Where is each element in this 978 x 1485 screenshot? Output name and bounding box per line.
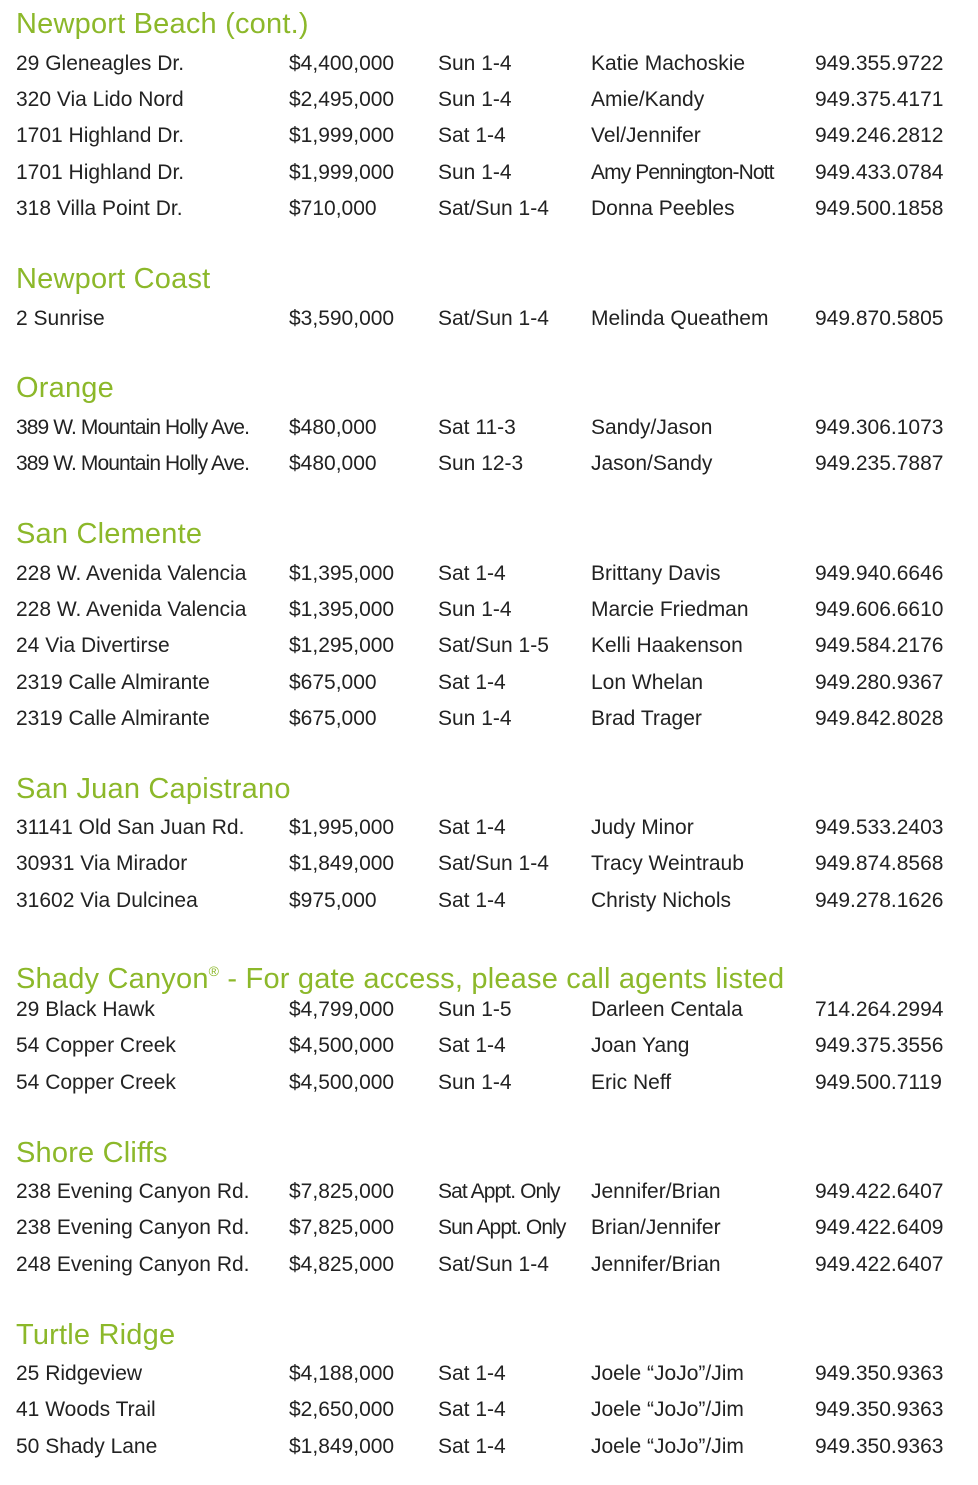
price: $2,495,000 <box>289 88 395 111</box>
price: $1,995,000 <box>289 816 395 839</box>
price: $1,395,000 <box>289 598 395 621</box>
table-row <box>0 191 978 227</box>
section-heading: Orange <box>16 372 114 404</box>
table-row <box>0 883 978 919</box>
open-house-time: Sun 1-4 <box>438 88 512 111</box>
price: $1,999,000 <box>289 161 395 184</box>
phone: 949.606.6610 <box>815 598 944 621</box>
address: 24 Via Divertirse <box>16 634 170 657</box>
address: 228 W. Avenida Valencia <box>16 598 247 621</box>
price: $1,999,000 <box>289 124 395 147</box>
agent: Lon Whelan <box>591 671 704 694</box>
agent: Amie/Kandy <box>591 88 705 111</box>
price: $4,799,000 <box>289 998 395 1021</box>
address: 54 Copper Creek <box>16 1071 176 1094</box>
table-row <box>0 301 978 337</box>
agent: Joele “JoJo”/Jim <box>591 1398 744 1421</box>
phone: 949.235.7887 <box>815 452 944 475</box>
gate-access-note: - For gate access, please call agents listed <box>219 963 785 995</box>
registered-mark: ® <box>208 963 220 979</box>
open-house-time: Sun 12-3 <box>438 452 524 475</box>
address: 248 Evening Canyon Rd. <box>16 1253 250 1276</box>
phone: 949.375.3556 <box>815 1034 944 1057</box>
agent: Christy Nichols <box>591 889 732 912</box>
address: 50 Shady Lane <box>16 1435 158 1458</box>
price: $675,000 <box>289 671 377 694</box>
phone: 949.500.1858 <box>815 197 944 220</box>
open-house-time: Sat/Sun 1-4 <box>438 307 549 330</box>
agent: Brian/Jennifer <box>591 1216 721 1239</box>
price: $4,400,000 <box>289 52 395 75</box>
table-row <box>0 628 978 664</box>
agent: Sandy/Jason <box>591 416 713 439</box>
open-house-time: Sat 1-4 <box>438 671 506 694</box>
price: $675,000 <box>289 707 377 730</box>
agent: Brittany Davis <box>591 562 721 585</box>
open-house-time: Sat 1-4 <box>438 889 506 912</box>
address: 389 W. Mountain Holly Ave. <box>16 452 250 475</box>
open-house-time: Sun 1-4 <box>438 161 512 184</box>
address: 2 Sunrise <box>16 307 105 330</box>
open-house-time: Sun 1-5 <box>438 998 512 1021</box>
phone: 949.842.8028 <box>815 707 944 730</box>
agent: Judy Minor <box>591 816 694 839</box>
price: $2,650,000 <box>289 1398 395 1421</box>
address: 54 Copper Creek <box>16 1034 176 1057</box>
address: 29 Black Hawk <box>16 998 155 1021</box>
price: $4,188,000 <box>289 1362 395 1385</box>
address: 31141 Old San Juan Rd. <box>16 816 245 839</box>
section-heading: San Juan Capistrano <box>16 773 291 805</box>
agent: Jennifer/Brian <box>591 1253 721 1276</box>
section-heading-title: Shady Canyon <box>16 963 209 995</box>
section-heading: Turtle Ridge <box>16 1319 176 1351</box>
table-row <box>0 410 978 446</box>
open-house-time: Sat 1-4 <box>438 1435 506 1458</box>
open-house-time: Sun 1-4 <box>438 1071 512 1094</box>
open-house-time: Sun 1-4 <box>438 52 512 75</box>
open-house-time: Sun 1-4 <box>438 707 512 730</box>
agent: Joele “JoJo”/Jim <box>591 1362 744 1385</box>
phone: 949.350.9363 <box>815 1435 944 1458</box>
price: $480,000 <box>289 452 377 475</box>
open-house-time: Sun Appt. Only <box>438 1216 566 1239</box>
open-house-time: Sat 11-3 <box>438 416 516 439</box>
address: 2319 Calle Almirante <box>16 671 210 694</box>
table-row <box>0 592 978 628</box>
address: 2319 Calle Almirante <box>16 707 210 730</box>
agent: Marcie Friedman <box>591 598 749 621</box>
phone: 949.306.1073 <box>815 416 944 439</box>
open-house-time: Sat 1-4 <box>438 816 506 839</box>
phone: 949.870.5805 <box>815 307 944 330</box>
open-house-time: Sat 1-4 <box>438 1362 506 1385</box>
phone: 949.422.6409 <box>815 1216 944 1239</box>
table-row <box>0 1356 978 1392</box>
agent: Eric Neff <box>591 1071 672 1094</box>
open-house-time: Sat Appt. Only <box>438 1180 560 1203</box>
table-row <box>0 118 978 154</box>
agent: Joele “JoJo”/Jim <box>591 1435 744 1458</box>
open-house-time: Sat/Sun 1-4 <box>438 1253 549 1276</box>
address: 25 Ridgeview <box>16 1362 143 1385</box>
agent: Darleen Centala <box>591 998 743 1021</box>
price: $3,590,000 <box>289 307 395 330</box>
address: 1701 Highland Dr. <box>16 161 185 184</box>
phone: 949.280.9367 <box>815 671 944 694</box>
section-heading: San Clemente <box>16 518 203 550</box>
table-row <box>0 1247 978 1283</box>
section-heading: Newport Coast <box>16 263 211 295</box>
agent: Joan Yang <box>591 1034 690 1057</box>
address: 320 Via Lido Nord <box>16 88 184 111</box>
section-heading: Shore Cliffs <box>16 1137 168 1169</box>
address: 30931 Via Mirador <box>16 852 188 875</box>
price: $4,500,000 <box>289 1071 395 1094</box>
table-row <box>0 46 978 82</box>
table-row <box>0 1174 978 1210</box>
open-house-time: Sat 1-4 <box>438 124 506 147</box>
address: 238 Evening Canyon Rd. <box>16 1216 250 1239</box>
agent: Melinda Queathem <box>591 307 769 330</box>
open-house-time: Sat/Sun 1-5 <box>438 634 549 657</box>
agent: Jason/Sandy <box>591 452 713 475</box>
address: 389 W. Mountain Holly Ave. <box>16 416 250 439</box>
phone: 949.375.4171 <box>815 88 944 111</box>
table-row <box>0 1392 978 1428</box>
table-row <box>0 846 978 882</box>
price: $480,000 <box>289 416 377 439</box>
table-row <box>0 1429 978 1465</box>
phone: 949.533.2403 <box>815 816 944 839</box>
section-heading <box>16 954 784 996</box>
price: $975,000 <box>289 889 377 912</box>
phone: 949.350.9363 <box>815 1362 944 1385</box>
phone: 949.433.0784 <box>815 161 944 184</box>
price: $7,825,000 <box>289 1180 395 1203</box>
table-row <box>0 1210 978 1246</box>
address: 41 Woods Trail <box>16 1398 156 1421</box>
price: $4,500,000 <box>289 1034 395 1057</box>
section-heading: Newport Beach (cont.) <box>16 8 309 40</box>
address: 238 Evening Canyon Rd. <box>16 1180 250 1203</box>
agent: Katie Machoskie <box>591 52 746 75</box>
open-house-time: Sun 1-4 <box>438 598 512 621</box>
table-row <box>0 810 978 846</box>
phone: 949.940.6646 <box>815 562 944 585</box>
table-row <box>0 446 978 482</box>
table-row <box>0 155 978 191</box>
agent: Vel/Jennifer <box>591 124 701 147</box>
agent: Donna Peebles <box>591 197 735 220</box>
price: $4,825,000 <box>289 1253 395 1276</box>
price: $710,000 <box>289 197 377 220</box>
table-row <box>0 665 978 701</box>
address: 29 Gleneagles Dr. <box>16 52 185 75</box>
open-house-time: Sat/Sun 1-4 <box>438 197 549 220</box>
agent: Kelli Haakenson <box>591 634 743 657</box>
price: $1,295,000 <box>289 634 395 657</box>
price: $7,825,000 <box>289 1216 395 1239</box>
table-row <box>0 556 978 592</box>
address: 318 Villa Point Dr. <box>16 197 183 220</box>
table-row <box>0 701 978 737</box>
price: $1,395,000 <box>289 562 395 585</box>
phone: 949.584.2176 <box>815 634 944 657</box>
phone: 949.422.6407 <box>815 1180 944 1203</box>
phone: 949.355.9722 <box>815 52 944 75</box>
table-row <box>0 992 978 1028</box>
open-house-time: Sat 1-4 <box>438 1398 506 1421</box>
phone: 949.350.9363 <box>815 1398 944 1421</box>
address: 228 W. Avenida Valencia <box>16 562 247 585</box>
agent: Brad Trager <box>591 707 702 730</box>
agent: Tracy Weintraub <box>591 852 744 875</box>
open-house-time: Sat 1-4 <box>438 1034 506 1057</box>
phone: 949.278.1626 <box>815 889 944 912</box>
phone: 949.874.8568 <box>815 852 944 875</box>
open-house-time: Sat 1-4 <box>438 562 506 585</box>
agent: Amy Pennington-Nott <box>591 161 774 184</box>
address: 31602 Via Dulcinea <box>16 889 198 912</box>
table-row <box>0 1065 978 1101</box>
open-house-time: Sat/Sun 1-4 <box>438 852 549 875</box>
phone: 949.246.2812 <box>815 124 944 147</box>
address: 1701 Highland Dr. <box>16 124 185 147</box>
agent: Jennifer/Brian <box>591 1180 721 1203</box>
price: $1,849,000 <box>289 1435 395 1458</box>
phone: 949.422.6407 <box>815 1253 944 1276</box>
phone: 949.500.7119 <box>815 1071 942 1094</box>
price: $1,849,000 <box>289 852 395 875</box>
phone: 714.264.2994 <box>815 998 944 1021</box>
table-row <box>0 82 978 118</box>
table-row <box>0 1028 978 1064</box>
